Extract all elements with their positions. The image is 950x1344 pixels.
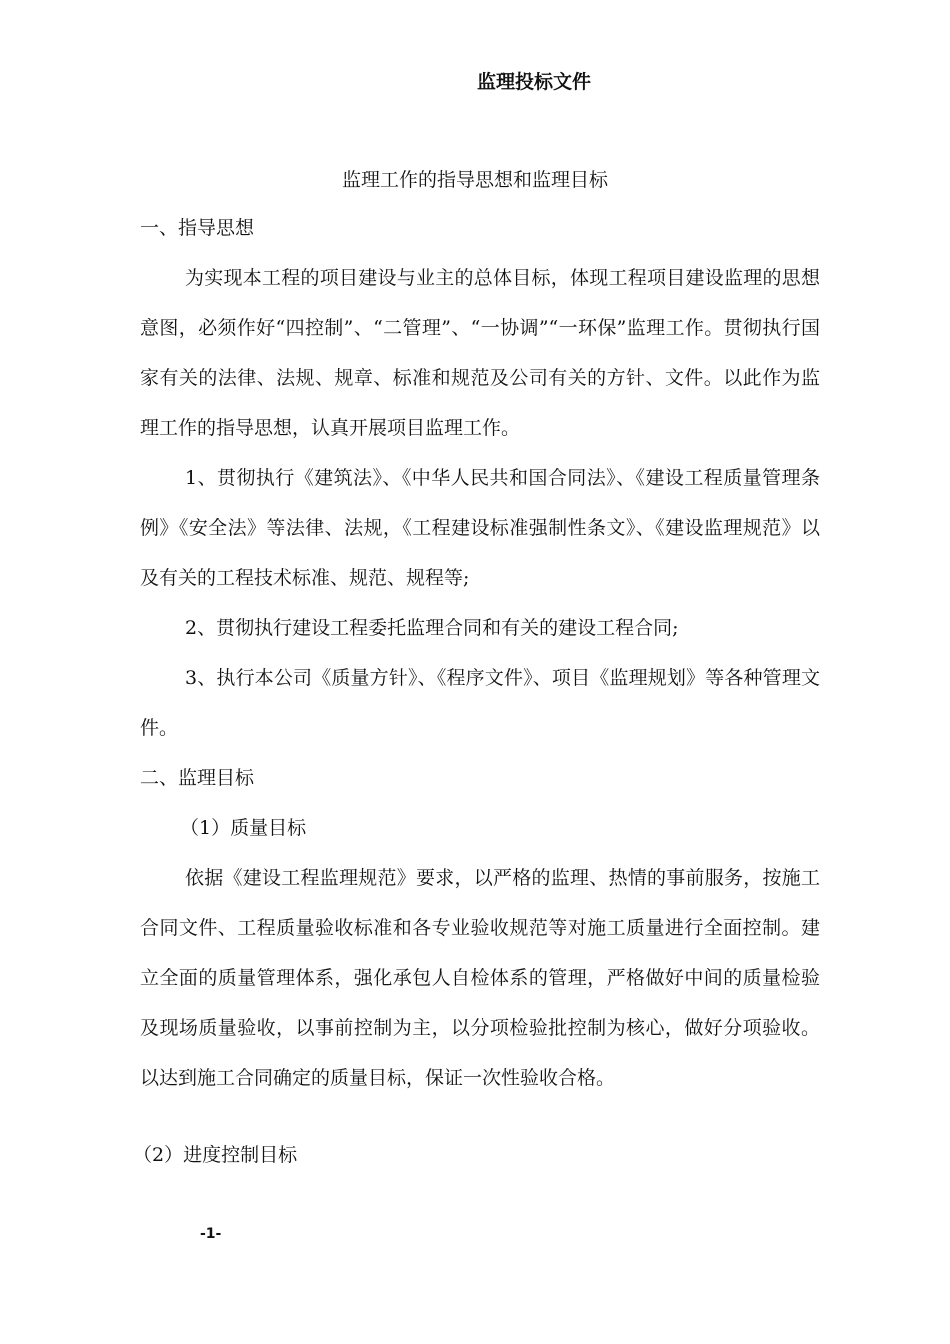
- section-heading-supervision-goals: 二、监理目标: [140, 767, 255, 789]
- paragraph-quality-goal: 依据《建设工程监理规范》要求，以严格的监理、热情的事前服务，按施工合同文件、工程质量验收标准和各专业验收规范等对施工质量进行全面控制。建立全面的质量管理体系，强化承包人自检体系的管理，严格做好中间的质量检验及现场质量验收，以事前控制为主，以分项检验批控制为核心，做好分项验收。以达到施工合同确定的质量目标，保证一次性验收合格。: [140, 867, 820, 1089]
- list-item-2: 2、贯彻执行建设工程委托监理合同和有关的建设工程合同;: [185, 617, 679, 639]
- section-heading-guiding-ideology: 一、指导思想: [140, 217, 255, 239]
- page-title: 监理工作的指导思想和监理目标: [341, 169, 608, 191]
- document-header-title: 监理投标文件: [476, 71, 591, 93]
- page-number: -1-: [200, 1226, 222, 1242]
- list-item-1: 1、贯彻执行《建筑法》、《中华人民共和国合同法》、《建设工程质量管理条例》《安全法》等法律、法规，《工程建设标准强制性条文》、《建设监理规范》以及有关的工程技术标准、规范、规程等;: [140, 467, 820, 589]
- list-item-3: 3、执行本公司《质量方针》、《程序文件》、项目《监理规划》等各种管理文件。: [140, 667, 820, 739]
- subsection-heading-schedule-goal: （2）进度控制目标: [133, 1144, 298, 1166]
- paragraph-guiding-ideology-intro: 为实现本工程的项目建设与业主的总体目标，体现工程项目建设监理的思想意图，必须作好“四控制”、“二管理”、“一协调”“一环保”监理工作。贯彻执行国家有关的法律、法规、规章、标准和规范及公司有关的方针、文件。以此作为监理工作的指导思想，认真开展项目监理工作。: [140, 267, 820, 439]
- subsection-heading-quality-goal: （1）质量目标: [180, 817, 307, 839]
